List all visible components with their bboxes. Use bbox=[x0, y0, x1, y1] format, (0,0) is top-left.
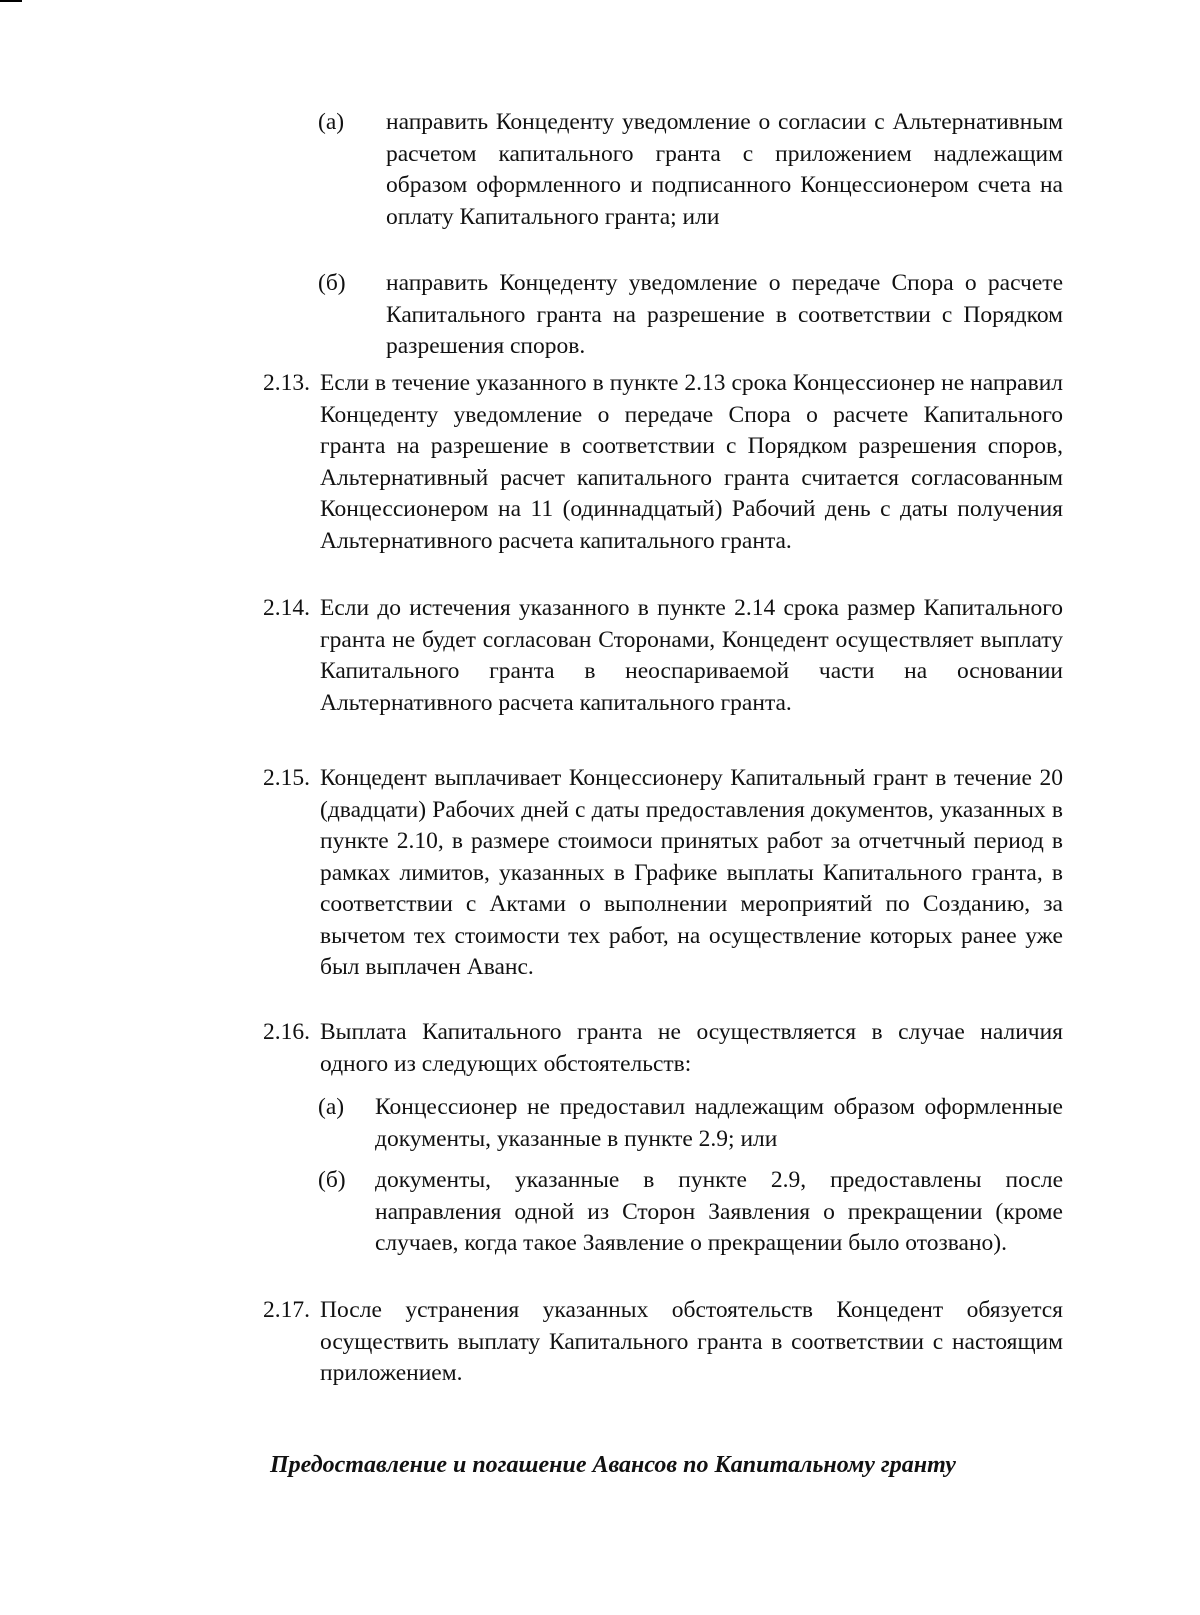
clause-2-13 bbox=[263, 368, 1063, 557]
clause-2-17 bbox=[263, 1295, 1063, 1390]
subitem-text: направить Концеденту уведомление о передаче Спора о расчете Капитального гранта на разрешение в соответствии с Порядком разрешения споров. bbox=[386, 270, 1063, 359]
clause-text: Если до истечения указанного в пункте 2.14 срока размер Капитального гранта не будет согласован Сторонами, Концедент осуществляет выплату Капитального гранта в неоспариваемой части на основании Альтернативного расчета капитального гранта. bbox=[320, 595, 1063, 716]
subitem-text: документы, указанные в пункте 2.9, предоставлены после направления одной из Сторон Заявления о прекращении (кроме случаев, когда такое Заявление о прекращении было отозвано). bbox=[375, 1167, 1063, 1256]
clause-2-16 bbox=[263, 1017, 1063, 1080]
clause-number: 2.14. bbox=[263, 595, 310, 621]
subitem-a-1 bbox=[318, 107, 1063, 233]
clause-text: Концедент выплачивает Концессионеру Капитальный грант в течение 20 (двадцати) Рабочих дней с даты предоставления документов, указанных в пункте 2.10, в размере стоимоси принятых работ за отчетчный период в рамках лимитов, указанных в Графике выплаты Капитального гранта, в соответствии с Актами о выполнении мероприятий по Созданию, за вычетом тех стоимости тех работ, на осуществление которых ранее уже был выплачен Аванс. bbox=[320, 765, 1063, 980]
clause-2-14 bbox=[263, 593, 1063, 719]
subitem-text: направить Концеденту уведомление о согласии с Альтернативным расчетом капитального гранта с приложением надлежащим образом оформленного и подписанного Концессионером счета на оплату Капитального гранта; или bbox=[386, 109, 1063, 230]
scan-edge-mark bbox=[0, 0, 22, 2]
subitem-a-2 bbox=[318, 1092, 1063, 1155]
subitem-b-2 bbox=[318, 1165, 1063, 1260]
clause-number: 2.17. bbox=[263, 1297, 310, 1323]
subitem-label: (б) bbox=[318, 1167, 346, 1193]
subitem-label: (а) bbox=[318, 109, 345, 135]
clause-number: 2.15. bbox=[263, 765, 310, 791]
clause-text: После устранения указанных обстоятельств Концедент обязуется осуществить выплату Капитального гранта в соответствии с настоящим приложением. bbox=[320, 1297, 1063, 1386]
section-heading: Предоставление и погашение Авансов по Капитальному гранту bbox=[270, 1452, 956, 1478]
clause-text: Выплата Капитального гранта не осуществляется в случае наличия одного из следующих обстоятельств: bbox=[320, 1019, 1063, 1077]
clause-number: 2.13. bbox=[263, 370, 310, 396]
clause-number: 2.16. bbox=[263, 1019, 310, 1045]
clause-text: Если в течение указанного в пункте 2.13 срока Концессионер не направил Концеденту уведомление о передаче Спора о расчете Капитального гранта на разрешение в соответствии с Порядком разрешения споров, Альтернативный расчет капитального гранта считается согласованным Концессионером на 11 (одиннадцатый) Рабочий день с даты получения Альтернативного расчета капитального гранта. bbox=[320, 370, 1063, 554]
clause-2-15 bbox=[263, 763, 1063, 984]
subitem-b-1 bbox=[318, 268, 1063, 363]
subitem-text: Концессионер не предоставил надлежащим образом оформленные документы, указанные в пункте 2.9; или bbox=[375, 1094, 1063, 1152]
subitem-label: (а) bbox=[318, 1094, 345, 1120]
subitem-label: (б) bbox=[318, 270, 346, 296]
